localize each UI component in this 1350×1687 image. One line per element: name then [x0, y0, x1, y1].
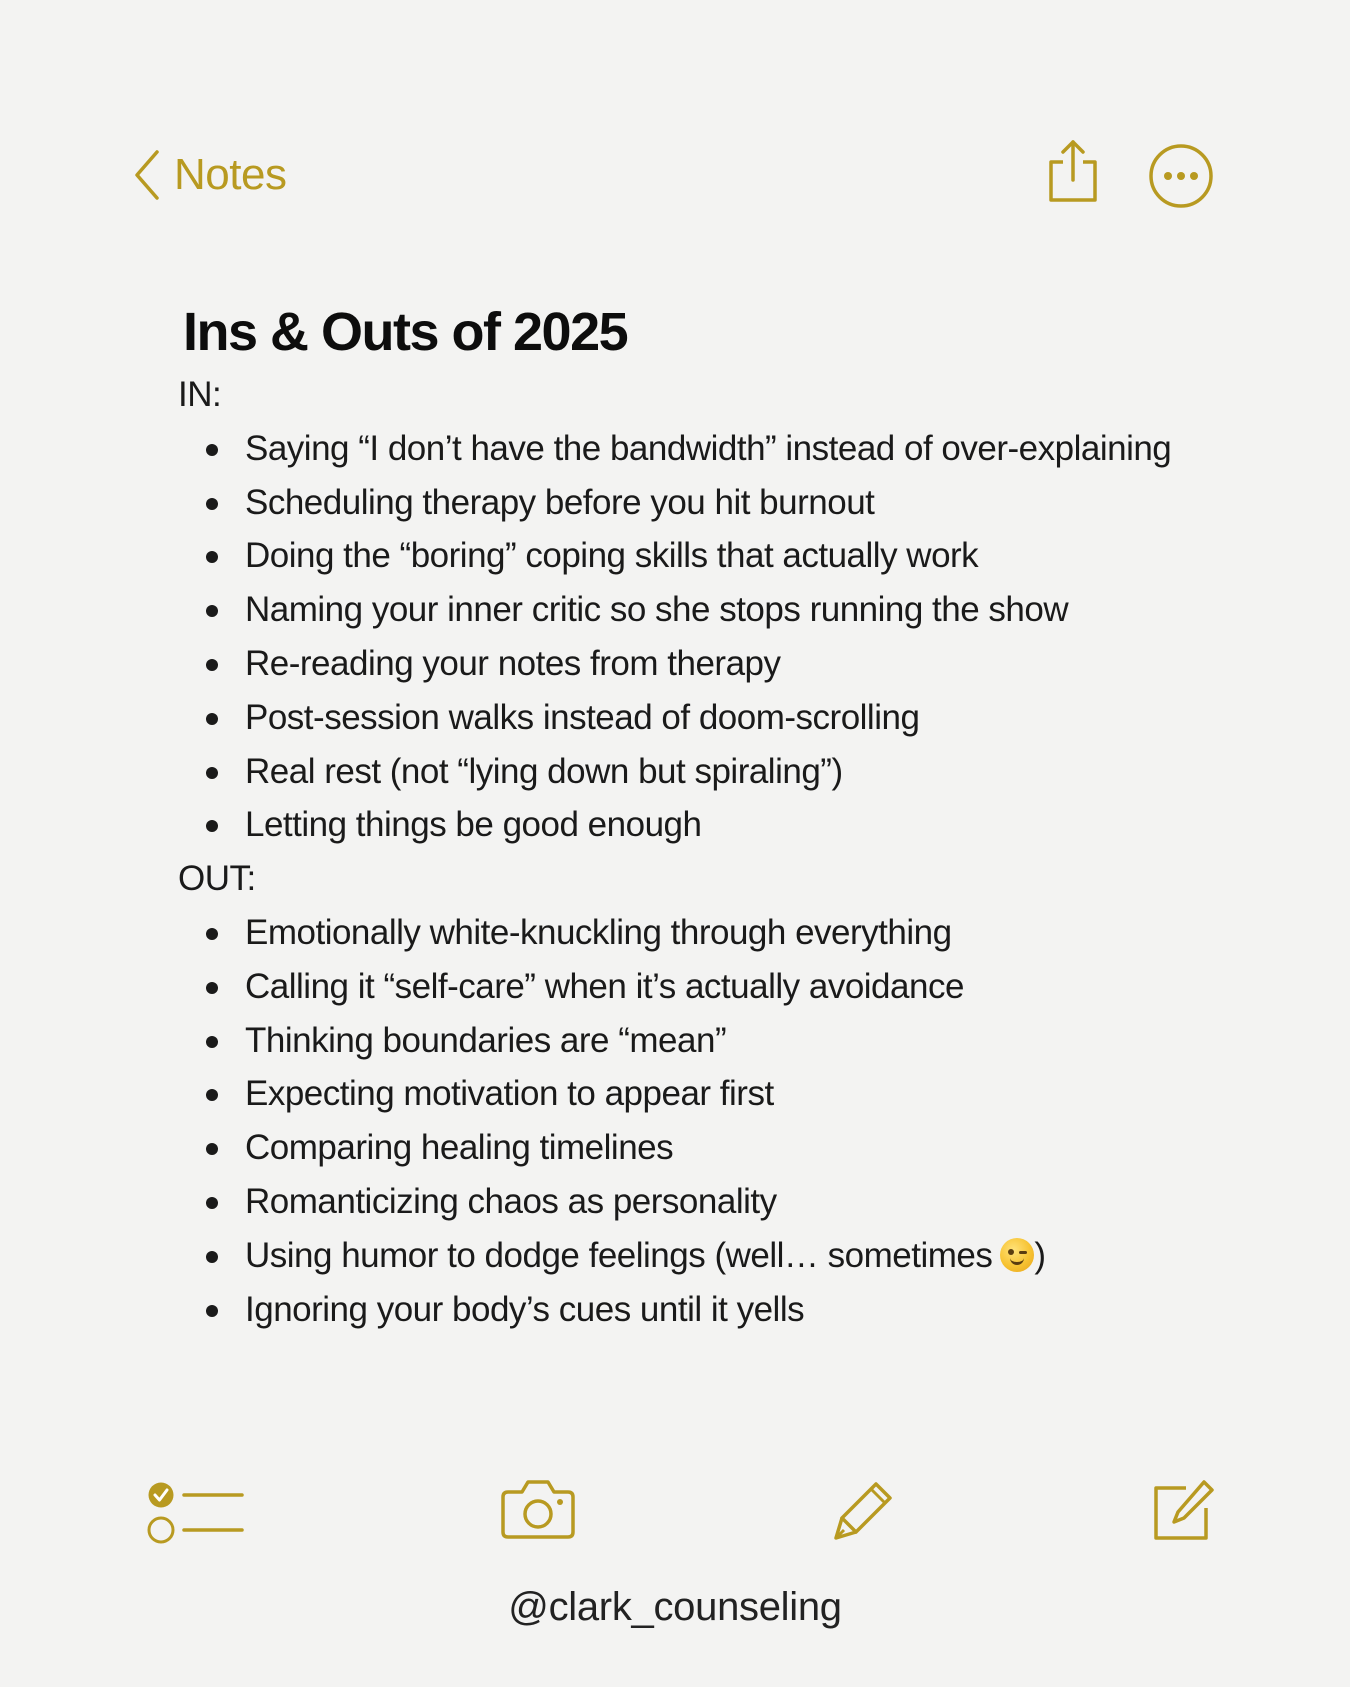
- list-item: [245, 422, 1178, 476]
- list-item: [245, 1283, 1178, 1337]
- camera-icon: [500, 1478, 576, 1540]
- bullet-icon: [206, 982, 218, 994]
- list-item-text: Thinking boundaries are “mean”: [245, 1020, 727, 1060]
- list-item: [245, 637, 1178, 691]
- list-item-text: Emotionally white-knuckling through everything: [245, 912, 952, 952]
- list-item-text: Letting things be good enough: [245, 805, 702, 845]
- bullet-icon: [206, 659, 218, 671]
- list-item-text: Comparing healing timelines: [245, 1128, 674, 1168]
- bullet-icon: [206, 498, 218, 510]
- checklist-button[interactable]: [146, 1480, 244, 1546]
- list-item-suffix: ): [1034, 1235, 1046, 1275]
- bullet-icon: [206, 820, 218, 832]
- markup-button[interactable]: [832, 1478, 898, 1542]
- more-options-button[interactable]: [1148, 143, 1214, 209]
- list-item: [245, 1175, 1178, 1229]
- bullet-icon: [206, 1305, 218, 1317]
- list-item: [245, 583, 1178, 637]
- bullet-icon: [206, 1036, 218, 1048]
- list-item: [245, 1014, 1178, 1068]
- list-item-text: Re-reading your notes from therapy: [245, 643, 781, 683]
- list-item-text: Real rest (not “lying down but spiraling”): [245, 751, 843, 791]
- section-heading-in: IN:: [178, 375, 222, 414]
- note-title: Ins & Outs of 2025: [183, 302, 628, 362]
- out-list: [178, 906, 1178, 1336]
- share-icon: [1046, 138, 1100, 204]
- section-heading-out: OUT:: [178, 859, 256, 899]
- checklist-icon: [146, 1480, 244, 1546]
- list-item-text: Naming your inner critic so she stops running the show: [245, 590, 1069, 630]
- bullet-icon: [206, 444, 218, 456]
- list-item: [245, 1121, 1178, 1175]
- list-item: [245, 691, 1178, 745]
- list-item-text: Doing the “boring” coping skills that actually work: [245, 536, 979, 576]
- bullet-icon: [206, 713, 218, 725]
- list-item-text: Ignoring your body’s cues until it yells: [245, 1289, 805, 1329]
- bullet-icon: [206, 1089, 218, 1101]
- ellipsis-circle-icon: [1148, 143, 1214, 209]
- list-item: [245, 476, 1178, 530]
- back-label: Notes: [174, 150, 287, 199]
- share-button[interactable]: [1046, 138, 1100, 204]
- camera-button[interactable]: [500, 1478, 576, 1540]
- list-item-text: Calling it “self-care” when it’s actually avoidance: [245, 966, 964, 1006]
- list-item-text: Post-session walks instead of doom-scrolling: [245, 697, 920, 737]
- list-item-text: Romanticizing chaos as personality: [245, 1181, 777, 1221]
- bullet-icon: [206, 767, 218, 779]
- bullet-icon: [206, 551, 218, 563]
- compose-button[interactable]: [1150, 1478, 1216, 1542]
- in-list: [178, 422, 1178, 852]
- list-item: [245, 1229, 1178, 1283]
- list-item: [245, 529, 1178, 583]
- back-to-notes-button[interactable]: [134, 150, 286, 200]
- note-body[interactable]: [178, 368, 1178, 1336]
- markup-pen-icon: [832, 1478, 898, 1542]
- compose-icon: [1150, 1478, 1216, 1542]
- list-item-text: Scheduling therapy before you hit burnout: [245, 482, 875, 522]
- bullet-icon: [206, 1251, 218, 1263]
- bullet-icon: [206, 1197, 218, 1209]
- chevron-left-icon: [134, 150, 160, 200]
- bullet-icon: [206, 1143, 218, 1155]
- list-item-text: Expecting motivation to appear first: [245, 1074, 774, 1114]
- bullet-icon: [206, 928, 218, 940]
- list-item: [245, 960, 1178, 1014]
- list-item-text: Saying “I don’t have the bandwidth” instead of over-explaining: [245, 428, 1172, 468]
- winking-face-icon: [1000, 1238, 1034, 1272]
- list-item-text: Using humor to dodge feelings (well… sometimes: [245, 1235, 993, 1275]
- list-item: [245, 745, 1178, 799]
- list-item: [245, 906, 1178, 960]
- list-item: [245, 1067, 1178, 1121]
- bullet-icon: [206, 605, 218, 617]
- account-handle: @clark_counseling: [508, 1585, 842, 1629]
- list-item: [245, 798, 1178, 852]
